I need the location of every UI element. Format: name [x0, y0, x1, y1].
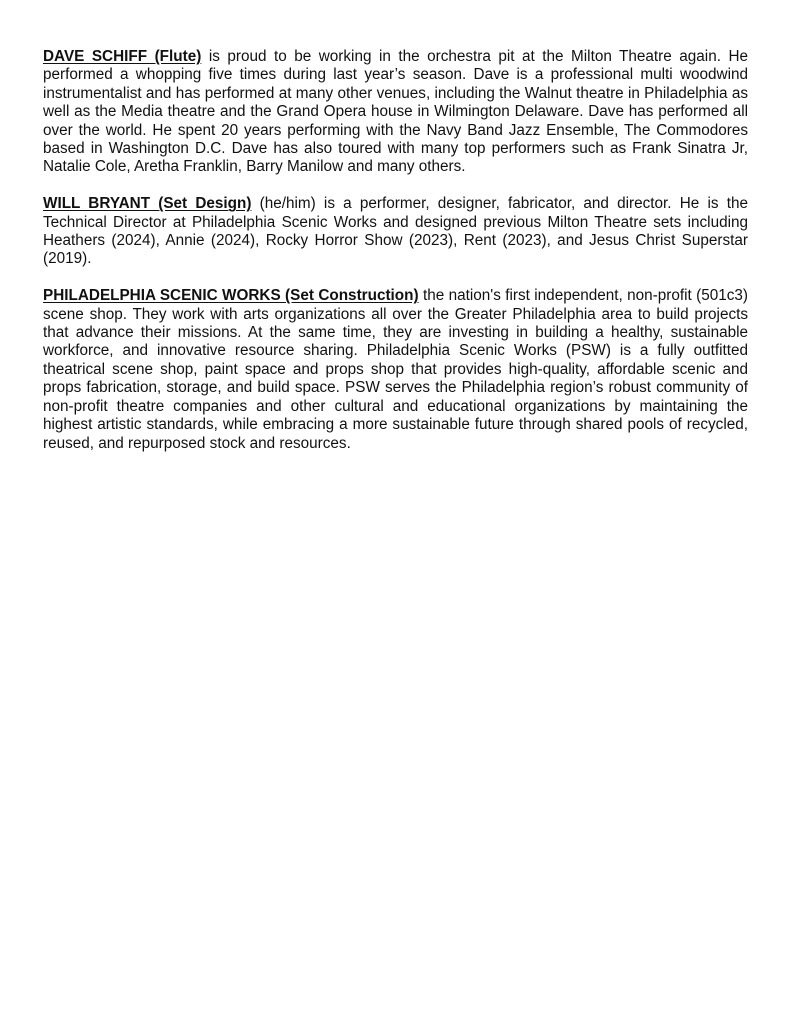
bio-will-bryant — [43, 195, 748, 269]
bio-philadelphia-scenic-works — [43, 287, 748, 453]
bio-text-dave-schiff: is proud to be working in the orchestra pit at the Milton Theatre again. He performed a whopping five times during last year’s season. Dave is a professional multi woodwind instrumentalist and has performed at many other venues, including the Walnut theatre in Philadelphia as well as the Media theatre and the Grand Opera house in Wilmington Delaware. Dave has performed all over the world. He spent 20 years performing with the Navy Band Jazz Ensemble, The Commodores based in Washington D.C. Dave has also toured with many top performers such as Frank Sinatra Jr, Natalie Cole, Aretha Franklin, Barry Manilow and many others. — [43, 48, 749, 176]
bio-text-philadelphia-scenic-works: the nation's first independent, non-profit (501c3) scene shop. They work with arts organizations all over the Greater Philadelphia area to build projects that advance their missions. At the same time, they are investing in building a healthy, sustainable workforce, and innovative resource sharing. Philadelphia Scenic Works (PSW) is a fully outfitted theatrical scene shop, paint space and props shop that provides high-quality, affordable scenic and props fabrication, storage, and build space. PSW serves the Philadelphia region’s robust community of non-profit theatre companies and other cultural and educational organizations by maintaining the highest artistic standards, while embracing a more sustainable future through shared pools of recycled, reused, and repurposed stock and resources. — [43, 287, 748, 452]
bio-text-will-bryant: (he/him) is a performer, designer, fabricator, and director. He is the Technical Director at Philadelphia Scenic Works and designed previous Milton Theatre sets including Heathers (2024), Annie (2024), Rocky Horror Show (2023), Rent (2023), and Jesus Christ Superstar (2019). — [43, 195, 748, 268]
bio-dave-schiff — [43, 48, 748, 177]
bio-name-philadelphia-scenic-works: PHILADELPHIA SCENIC WORKS (Set Construction) — [43, 287, 419, 305]
bio-name-will-bryant: WILL BRYANT (Set Design) — [43, 195, 252, 213]
document-page — [43, 48, 748, 471]
bio-name-dave-schiff: DAVE SCHIFF (Flute) — [43, 48, 202, 65]
